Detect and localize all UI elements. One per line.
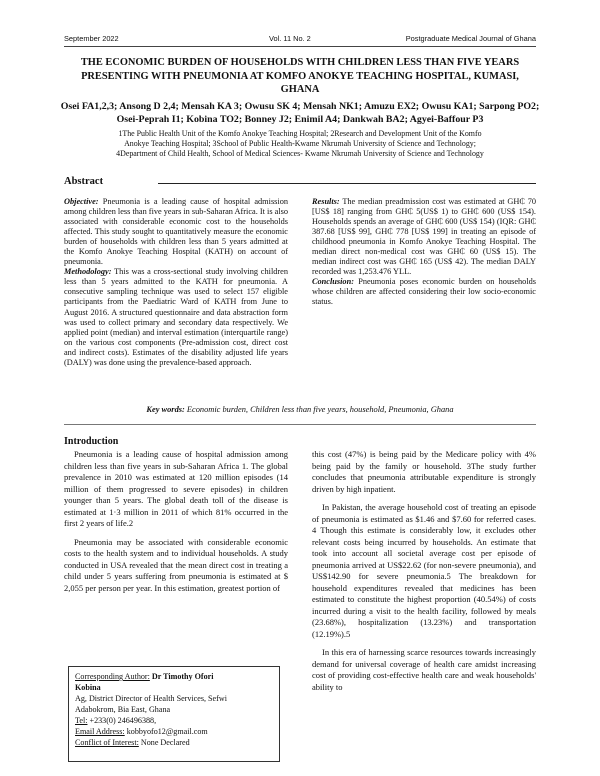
- header-journal: Postgraduate Medical Journal of Ghana: [405, 34, 536, 43]
- keywords-label: Key words:: [146, 405, 185, 414]
- affiliation-line-3: 4Department of Child Health, School of Medical Sciences- Kwame Nkrumah University of Science and Technology: [116, 148, 484, 158]
- abstract-methodology: [64, 267, 288, 367]
- corr-label: Corresponding Author:: [75, 672, 150, 681]
- abstract-results: [312, 197, 536, 277]
- abstract-heading: [64, 176, 536, 190]
- section-divider: [64, 424, 536, 425]
- corr-tel: +233(0) 246496388,: [89, 716, 157, 725]
- abstract-rule: [158, 183, 536, 184]
- methodology-text: This was a cross-sectional study involving children less than 5 years admitted to the KATH for pneumonia. A consecutive sampling technique was used to select 157 eligible participants from the Paediatric Ward of KATH from June to August 2016. A structured questionnaire and data abstraction form was used to collect primary and secondary data respectively. We applied point (median) and interval estimation (interquartile range) on the various cost components (Pre-admission cost, direct cost and indirect costs). Estimates of the disability adjusted life years (DALY) was done using the prevalence-based approach.: [64, 267, 288, 367]
- corresponding-author-box: [68, 666, 280, 762]
- keywords: [64, 405, 536, 414]
- running-header: [64, 34, 536, 47]
- abstract-title: Abstract: [64, 176, 109, 187]
- intro-paragraph-1: Pneumonia is a leading cause of hospital admission among children less than five years in sub-Saharan Africa 1. The global prevalence in 2010 was estimated at 120 million episodes (14 million of them progressed to severe episodes) in children younger than 5 years. The global death toll of the disease is estimated at 1·3 million in 2011 of which 81% occurred in the first 2 years of life.2: [64, 449, 288, 528]
- abstract-conclusion: [312, 277, 536, 307]
- intro-paragraph-4: In Pakistan, the average household cost of treating an episode of pneumonia is estimated as $1.46 and $7.60 for referred cases. 4 Though this estimate is considerably low, it excludes other relevant costs being incurred by households. An estimate that took into account all societal average cost per episode of pneumonia arrived at US$22.62 (for non-severe pneumonia), and US$142.90 for severe pneumonia.5 The breakdown for household expenditures revealed that medicines has been estimated to constitute the highest proportion (40.54%) of costs incurred during a visit to the health facility, followed by meals (23.68%), hospitalization (13.23%) and transportation (12.19%).5: [312, 502, 536, 639]
- results-text: The median preadmission cost was estimated at GH₵ 70 [US$ 18] ranging from GH₵ 5(US$ 1) to GH₵ 600 (US$ 154). Households spends an average of GH₵ 600 (US$ 154) (IQR: GH₵ 387.68 [US$ 99], GH₵ 778 [US$ 199] in treating an episode of childhood pneumonia in Komfo Anokye Teaching Hospital. The median direct non-medical cost was GH₵ 60 (US$ 15). The median indirect cost was GH₵ 165 (US$ 42). The median DALY recorded was 1,253.476 YLL.: [312, 197, 536, 277]
- abstract-right-column: [312, 197, 536, 308]
- corr-conflict-line: [75, 737, 273, 748]
- affiliations: [64, 129, 536, 158]
- author-list: Osei FA1,2,3; Ansong D 2,4; Mensah KA 3; Owusu SK 4; Mensah NK1; Amuzu EX2; Owusu KA1; Sarpong PO2; Osei-Peprah I1; Kobina TO2; Bonney J2; Enimil A4; Dankwah BA2; Agyei-Baffour P3: [60, 101, 540, 126]
- header-date: September 2022: [64, 34, 119, 43]
- corr-address-2: Adabokrom, Bia East, Ghana: [75, 705, 171, 714]
- conclusion-label: Conclusion:: [312, 277, 354, 287]
- introduction-heading: Introduction: [64, 436, 119, 447]
- corr-conflict-label: Conflict of Interest:: [75, 738, 139, 747]
- abstract-objective: [64, 197, 288, 267]
- intro-paragraph-5: In this era of harnessing scarce resources towards increasingly demand for universal coverage of health care amidst increasing cost of providing cost-effective health care and weak households' ability to: [312, 647, 536, 692]
- paper-title: THE ECONOMIC BURDEN OF HOUSEHOLDS WITH CHILDREN LESS THAN FIVE YEARS PRESENTING WITH PNEUMONIA AT KOMFO ANOKYE TEACHING HOSPITAL, KUMASI, GHANA: [80, 57, 520, 96]
- methodology-label: Methodology:: [64, 267, 112, 277]
- intro-paragraph-3: this cost (47%) is being paid by the Medicare policy with 4% being paid by the family or household. 3The study further concludes that pneumonia attributable expenditure is strongly driven by high inpatient.: [312, 449, 536, 494]
- intro-paragraph-2: Pneumonia may be associated with considerable economic costs to the health system and to individual households. A study conducted in USA revealed that the mean direct cost in treating a child under 5 years suffering from pneumonia is estimated at $ 2,055 per person per year. In this estimation, greatest portion of: [64, 536, 288, 593]
- affiliation-line-1: 1The Public Health Unit of the Komfo Anokye Teaching Hospital; 2Research and Development Unit of the Komfo: [118, 129, 482, 138]
- keywords-text: Economic burden, Children less than five years, household, Pneumonia, Ghana: [186, 405, 454, 414]
- corr-tel-line: [75, 715, 273, 726]
- introduction-right-column: [312, 449, 536, 700]
- corr-name-cont: Kobina: [75, 683, 101, 692]
- corr-tel-label: Tel:: [75, 716, 88, 725]
- corr-email-link[interactable]: kobbyofo12@gmail.com: [126, 727, 208, 736]
- corr-name-line: [75, 671, 273, 682]
- abstract-left-column: [64, 197, 288, 368]
- header-volume: Vol. 11 No. 2: [269, 34, 311, 43]
- corr-name: Dr Timothy Ofori: [151, 672, 214, 681]
- objective-text: Pneumonia is a leading cause of hospital admission among children less than five years in sub-Saharan Africa. It is also associated with considerable economic cost to the households affected. This study sought to quantitatively measure the economic burden of households with children less than 5 years admitted at the Komfo Anokye Teaching Hospital (KATH) on account of pneumonia.: [64, 197, 288, 267]
- objective-label: Objective:: [64, 197, 99, 206]
- conclusion-text: Pneumonia poses economic burden on households whose children are affected considering their low socio-economic status.: [312, 277, 536, 307]
- corr-conflict: None Declared: [140, 738, 190, 747]
- corr-email-label: Email Address:: [75, 727, 125, 736]
- corr-address-1: Ag, District Director of Health Services, Sefwi: [75, 694, 227, 703]
- results-label: Results:: [312, 197, 340, 206]
- corr-email-line: [75, 726, 273, 737]
- introduction-left-column: [64, 449, 288, 601]
- affiliation-line-2: Anokye Teaching Hospital; 3School of Public Health-Kwame Nkrumah University of Science and Technology;: [124, 138, 476, 148]
